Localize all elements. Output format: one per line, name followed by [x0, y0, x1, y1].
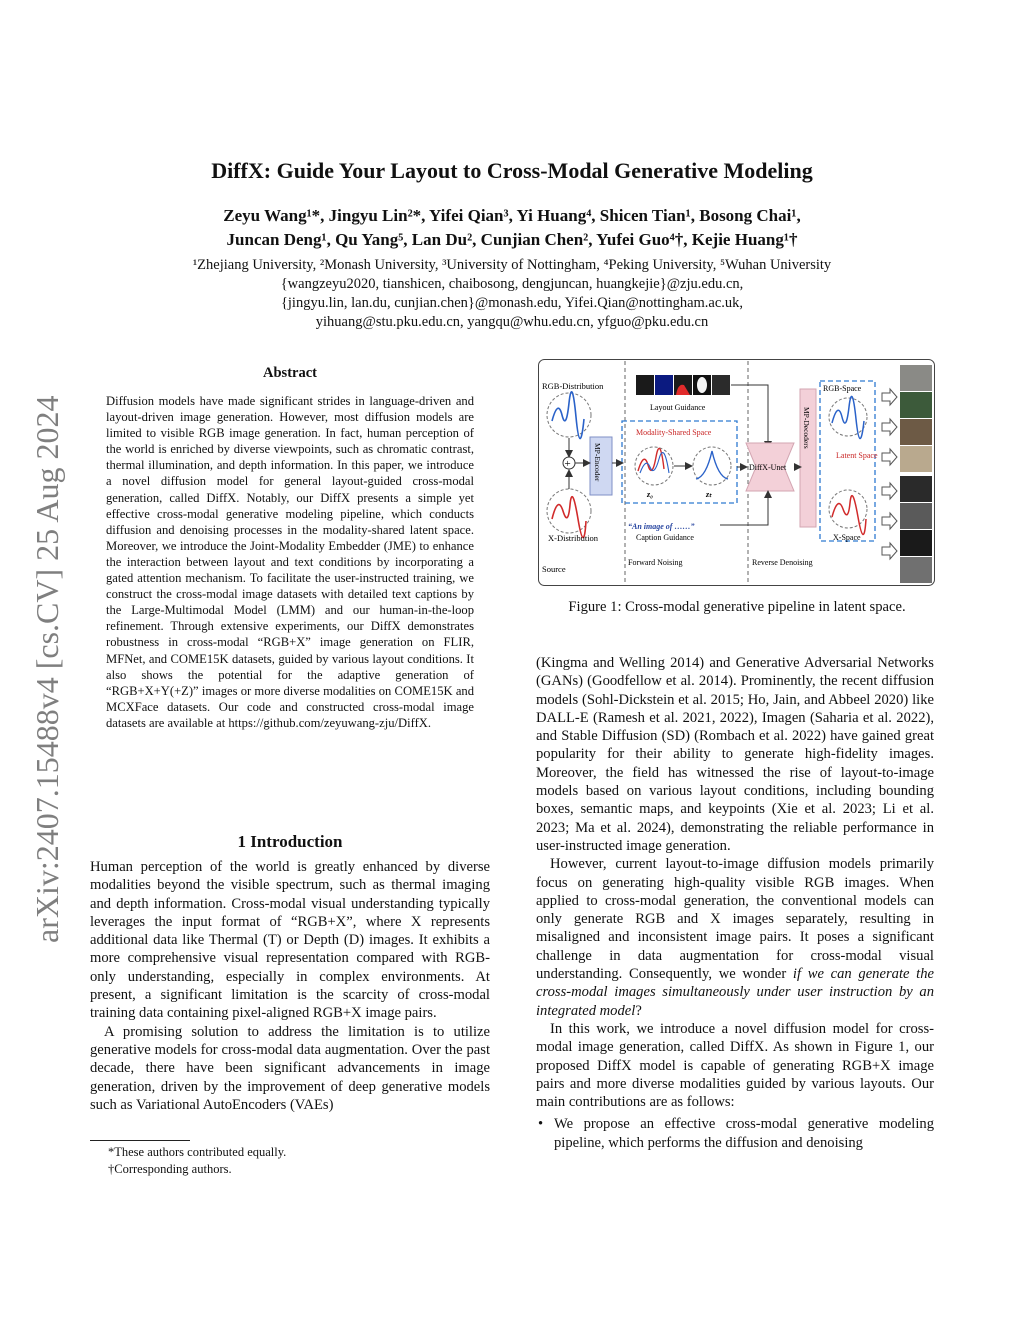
footnote-corresponding: †Corresponding authors. — [108, 1162, 232, 1176]
intro-paragraph-4-start: However, current layout-to-image diffusion models primarily focus on generating high-quality visible RGB images. When applied to cross-modal generation, the conventional models can only generate RGB and X images separately, resulting in misaligned and inconsistent image pairs. It poses a significant challenge in data augmentation for cross-modal visual understanding. Consequently, we wonder — [536, 856, 934, 983]
footnotes — [108, 1144, 488, 1178]
generated-rgb-image-4 — [900, 446, 932, 472]
forward-noising-label: Forward Noising — [628, 558, 683, 567]
fusion-plus-icon: + — [564, 458, 571, 470]
generated-x-image-2 — [900, 503, 932, 529]
modality-shared-space-label: Modality-Shared Space — [636, 428, 712, 437]
layout-guidance-label: Layout Guidance — [650, 403, 706, 412]
contribution-item-1: • We propose an effective cross-modal generative modeling pipeline, which performs the diffusion and denoising — [554, 1115, 934, 1152]
reverse-denoising-label: Reverse Denoising — [752, 558, 813, 567]
z0-label: z₀ — [647, 490, 653, 499]
footnote-equal-contribution: *These authors contributed equally. — [108, 1145, 287, 1159]
affiliation-institutions: ¹Zhejiang University, ²Monash University, ³University of Nottingham, ⁴Peking University, ⁵Wuhan University — [192, 257, 832, 273]
affiliation-emails-1: {wangzeyu2020, tianshicen, chaibosong, dengjuncan, huangkejie}@zju.edu.cn, — [280, 276, 744, 292]
layout-thumb-5 — [712, 375, 730, 395]
layout-thumb-2 — [655, 375, 673, 395]
diffx-unet-label: DiffX-Unet — [749, 463, 787, 472]
intro-paragraph-3: (Kingma and Welling 2014) and Generative Adversarial Networks (GANs) (Goodfellow et al. 2014). Prominently, the recent diffusion models (Sohl-Dickstein et al. 2015; Ho, Jain, and Abbeel 2020) like DALL-E (Ramesh et al. 2021, 2022), Imagen (Saharia et al. 2022), and Stable Diffusion (SD) (Rombach et al. 2022) have gained great popularity for their ability to generate high-fidelity images. Moreover, the field has witnessed the rise of layout-to-image models based on various layout conditions, including bounding boxes, semantic maps, and keypoints (Xie et al. 2023; Li et al. 2023; Ma et al. 2024), demonstrating the reliable performance in user-instructed image generation. — [536, 655, 934, 854]
intro-paragraph-4 — [536, 855, 934, 1020]
x-distribution-label: X-Distribution — [548, 533, 599, 543]
introduction-heading: 1 Introduction — [237, 832, 343, 851]
abstract-text: Diffusion models have made significant strides in language-driven and layout-driven image generation. However, most diffusion models are limited to visible RGB image generation. In fact, human perception of the world is enriched by diverse viewpoints, such as chromatic contrast, thermal illumination, and depth information. In this paper, we introduce a novel diffusion model for general layout-guided cross-modal generation, called DiffX. Notably, our DiffX presents a simple yet effective cross-modal generative modeling pipeline, which conducts diffusion and denoising processes in the modality-shared latent space. Moreover, we introduce the Joint-Modality Embedder (JME) to enhance the interaction between layout and text conditions by incorporating a gated attention mechanism. To facilitate the user-instructed training, we construct the cross-modal image datasets with detailed text captions by the Large-Multimodal Model (LMM) and our human-in-the-loop refinement. Through extensive experiments, our DiffX demonstrates robustness in cross-modal “RGB+X” image generation on FLIR, MFNet, and COME15K datasets, guided by various layout conditions. It also shows the potential for the adaptive generation of “RGB+X+Y(+Z)” images or more diverse modalities on COME15K and MCXFace datasets. Our code and constructed cross-modal image datasets are available at https://github.com/zeyuwang-zju/DiffX. — [106, 394, 474, 730]
generated-x-image-1 — [900, 476, 932, 502]
generated-x-image-3 — [900, 530, 932, 556]
generated-rgb-image-1 — [900, 365, 932, 391]
generated-x-image-4 — [900, 557, 932, 583]
mp-encoder-label: MP-Encoder — [593, 443, 602, 482]
intro-paragraph-5: In this work, we introduce a novel diffusion model for cross-modal image generation, called DiffX. As shown in Figure 1, our proposed DiffX model is capable of generating RGB+X image pairs and more diverse modalities guided by various layouts. Our main contributions are as follows: — [536, 1020, 934, 1111]
intro-paragraph-4-question: if we can generate the cross-modal images simultaneously under user instruction by an integrated model — [536, 966, 935, 1019]
intro-paragraph-1: Human perception of the world is greatly enhanced by diverse modalities beyond the visible spectrum, such as thermal imaging and depth information. Cross-modal visual understanding typically leverages the input format of “RGB+X”, where X represents additional data like Thermal (T) or Depth (D) images. It exhibits a more comprehensive visual representation compared with RGB-only understanding, especially in complex environments. At present, a significant limitation is the scarcity of cross-modal training data containing pixel-aligned RGB+X image pairs. — [90, 859, 490, 1022]
figure-1 — [538, 359, 935, 586]
footnote-rule — [90, 1140, 190, 1141]
intro-paragraph-4-end: ? — [635, 1002, 642, 1019]
mp-decoders-label: MP-Decoders — [802, 407, 811, 449]
caption-quote: “An image of ……” — [628, 522, 695, 531]
abstract-heading: Abstract — [263, 365, 317, 381]
paper-title: DiffX: Guide Your Layout to Cross-Modal Generative Modeling — [211, 158, 813, 183]
introduction-section — [90, 832, 490, 1114]
generated-rgb-image-2 — [900, 392, 932, 418]
layout-thumb-1 — [636, 375, 654, 395]
author-line-2: Juncan Deng¹, Qu Yang⁵, Lan Du², Cunjian Chen², Yufei Guo⁴†, Kejie Huang¹† — [226, 230, 798, 249]
caption-guidance-label: Caption Guidance — [636, 533, 694, 542]
arxiv-id: arXiv:2407.15488v4 [cs.CV] 25 Aug 2024 — [29, 395, 65, 943]
source-label: Source — [542, 564, 566, 574]
figure-1-caption: Figure 1: Cross-modal generative pipeline in latent space. — [568, 599, 906, 615]
author-line-1: Zeyu Wang¹*, Jingyu Lin²*, Yifei Qian³, Yi Huang⁴, Shicen Tian¹, Bosong Chai¹, — [223, 206, 801, 225]
contributions-list — [536, 1115, 934, 1152]
layout-thumb-mask-white — [697, 377, 707, 393]
generated-rgb-image-3 — [900, 419, 932, 445]
affiliation-emails-2: {jingyu.lin, lan.du, cunjian.chen}@monash.edu, Yifei.Qian@nottingham.ac.uk, — [280, 295, 744, 311]
latent-space-label: Latent Space — [836, 451, 878, 460]
affiliation-emails-3: yihuang@stu.pku.edu.cn, yangqu@whu.edu.cn, yfguo@pku.edu.cn — [315, 314, 709, 330]
rgb-space-label: RGB-Space — [823, 384, 862, 393]
right-column — [536, 654, 934, 1152]
zt-label: zₜ — [706, 490, 712, 499]
x-space-label: X-Space — [833, 533, 861, 542]
abstract-section — [106, 365, 474, 731]
arxiv-stamp — [20, 338, 70, 948]
rgb-distribution-label: RGB-Distribution — [542, 381, 604, 391]
intro-paragraph-2: A promising solution to address the limitation is to utilize generative models for cross-modal data augmentation. Over the past decade, there have been significant advancements in image generation, driven by the improvement of deep generative models such as Variational AutoEncoders (VAEs) — [90, 1023, 490, 1113]
